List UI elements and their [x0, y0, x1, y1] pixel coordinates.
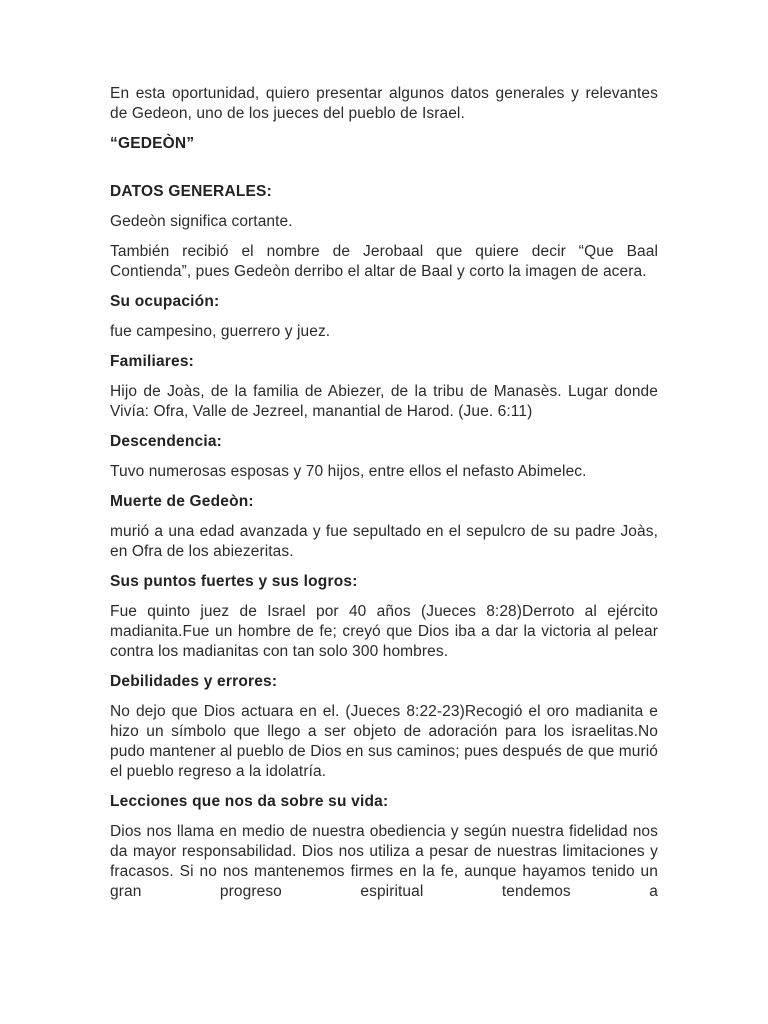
section-heading-familiares: Familiares: [110, 353, 195, 370]
section-paragraph: También recibió el nombre de Jerobaal que quiere decir “Que Baal Contienda”, pues Gedeòn derribo el altar de Baal y corto la imagen de acera. [110, 243, 658, 280]
section-heading-ocupacion: Su ocupación: [110, 293, 220, 310]
document-page [110, 84, 658, 912]
section-heading-descendencia: Descendencia: [110, 433, 223, 450]
section-paragraph: Gedeòn significa cortante. [110, 213, 293, 230]
document-title: “GEDEÒN” [110, 135, 195, 152]
section-heading-lecciones: Lecciones que nos da sobre su vida: [110, 793, 389, 810]
section-paragraph: No dejo que Dios actuara en el. (Jueces 8:22-23)Recogió el oro madianita e hizo un símbolo que llego a ser objeto de adoración para los israelitas.No pudo mantener al pueblo de Dios en sus caminos; pues después de que murió el pueblo regreso a la idolatría. [110, 703, 658, 780]
section-paragraph: Tuvo numerosas esposas y 70 hijos, entre ellos el nefasto Abimelec. [110, 463, 587, 480]
section-paragraph: Dios nos llama en medio de nuestra obediencia y según nuestra fidelidad nos da mayor responsabilidad. Dios nos utiliza a pesar de nuestras limitaciones y fracasos. Si no nos mantenemos firmes en la fe, aunque hayamos tenido un gran progreso espiritual tendemos a [110, 823, 658, 900]
section-heading-muerte: Muerte de Gedeòn: [110, 493, 254, 510]
intro-paragraph: En esta oportunidad, quiero presentar algunos datos generales y relevantes de Gedeon, uno de los jueces del pueblo de Israel. [110, 85, 658, 122]
section-paragraph: Hijo de Joàs, de la familia de Abiezer, de la tribu de Manasès. Lugar donde Vivía: Ofra, Valle de Jezreel, manantial de Harod. (Jue. 6:11) [110, 383, 658, 420]
section-heading-debilidades: Debilidades y errores: [110, 673, 278, 690]
section-heading-datos-generales: DATOS GENERALES: [110, 183, 272, 200]
section-paragraph: fue campesino, guerrero y juez. [110, 323, 331, 340]
section-paragraph: Fue quinto juez de Israel por 40 años (Jueces 8:28)Derroto al ejército madianita.Fue un hombre de fe; creyó que Dios iba a dar la victoria al pelear contra los madianitas con tan solo 300 hombres. [110, 603, 658, 660]
section-paragraph: murió a una edad avanzada y fue sepultado en el sepulcro de su padre Joàs, en Ofra de los abiezeritas. [110, 523, 658, 560]
section-heading-puntos-fuertes: Sus puntos fuertes y sus logros: [110, 573, 358, 590]
